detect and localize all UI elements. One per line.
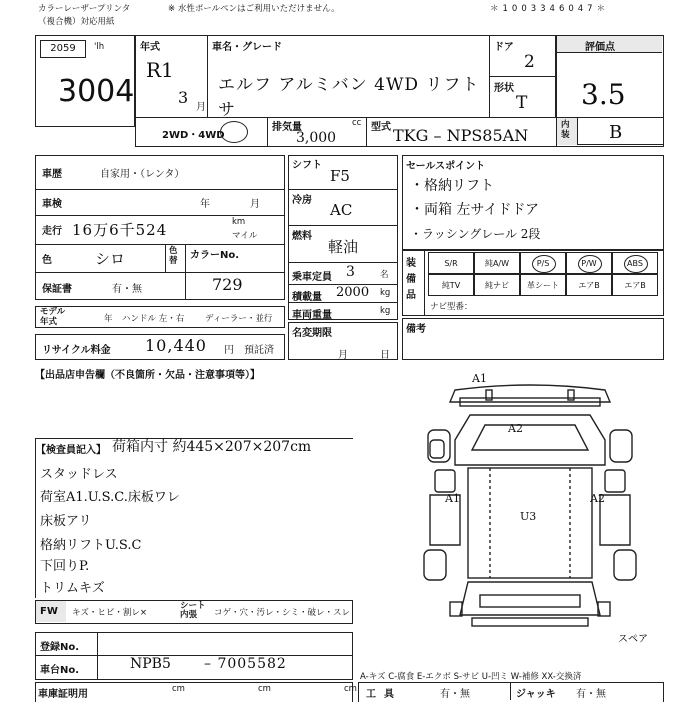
model-value: エルフ アルミバン 4WD リフトサ: [218, 75, 480, 120]
year-month: 3: [178, 88, 189, 107]
capacity-value: 3: [346, 264, 355, 280]
repaint-label: 色替: [169, 246, 178, 266]
mark-body: U3: [520, 510, 537, 523]
type-value: TKG – NPS85AN: [393, 126, 529, 145]
front-outline: [460, 582, 600, 615]
displacement-value: 3,000: [296, 130, 337, 146]
seller-notes-label: 【出品店申告欄（不良箇所・欠品・注意事項等）】: [35, 370, 260, 381]
equipment-circle-mark: [532, 255, 556, 273]
cert-cm-2: cm: [258, 684, 271, 694]
equipment-cell: ABS: [612, 252, 658, 274]
recycle-value: 10,440: [145, 336, 207, 355]
registration-row: [35, 632, 353, 656]
recycle-suffix: 預託済: [244, 345, 274, 356]
warranty-value: 有・無: [112, 284, 142, 295]
model-year-label: モデル年式: [40, 307, 66, 327]
fuel-value: 軽油: [328, 238, 359, 256]
month-unit: 月: [196, 102, 206, 113]
registration-label: 登録No.: [40, 642, 80, 653]
sales-point-3: ・ラッシングレール 2段: [410, 227, 541, 241]
spare-label: スペア: [618, 634, 648, 645]
cert-cm-1: cm: [172, 684, 185, 694]
tools-value: 有・無: [440, 689, 470, 700]
inspector-line-4: 床板アリ: [40, 514, 92, 529]
history-value: 自家用・（レンタ）: [100, 169, 185, 180]
name-change-day: 日: [380, 350, 390, 361]
serial-number: ＊1003346047＊: [490, 4, 610, 14]
year-era: R1: [146, 58, 174, 82]
handle-options: ハンドル 左・右: [122, 314, 185, 324]
equipment-label: 装備品: [406, 258, 416, 301]
lot-small-suffix: 'lh: [94, 42, 105, 52]
inspector-label: 【検査員記入】: [36, 445, 106, 456]
mileage-value: 16万6千524: [72, 221, 168, 239]
printer-note: カラーレーザープリンタ: [38, 4, 131, 14]
color-no-label: カラーNo.: [190, 250, 240, 261]
weight-label: 車両重量: [292, 310, 332, 321]
score-label: 評価点: [585, 42, 615, 53]
model-label: 車名・グレード: [212, 42, 282, 53]
equipment-cell: 純ナビ: [474, 274, 520, 296]
sales-point-2: ・両箱 左サイドドア: [410, 202, 540, 218]
interior-value: B: [609, 122, 623, 143]
mileage-label: 走行: [42, 226, 62, 237]
mileage-unit-km: km: [232, 217, 246, 227]
mark-right: A2: [590, 492, 605, 505]
mileage-unit-mile: マイル: [232, 231, 258, 241]
shape-label: 形状: [494, 83, 514, 94]
pen-warning: ※ 水性ボールペンはご利用いただけません。: [168, 4, 340, 14]
sales-point-1: ・格納リフト: [410, 178, 494, 194]
jack-value: 有・無: [576, 689, 606, 700]
type-label: 型式: [371, 122, 391, 133]
equipment-cell: エアB: [566, 274, 612, 296]
mark-left: A1: [445, 492, 460, 505]
inspector-line-2: スタッドレス: [40, 467, 118, 482]
fw-label: FW: [40, 606, 58, 617]
lot-small-id: 2059: [40, 40, 86, 58]
vehicle-damage-diagram: [400, 370, 665, 645]
equipment-cell: P/S: [520, 252, 566, 274]
shape-value: T: [516, 93, 528, 113]
load-value: 2000: [336, 285, 370, 300]
drive-4wd-circle: [220, 121, 248, 143]
damage-legend: A-キズ C-腐食 E-エクボ S-サビ U-凹ミ W-補修 XX-交換済: [360, 672, 582, 682]
inspection-year: 年: [200, 199, 210, 210]
equipment-cell: エアB: [612, 274, 658, 296]
cert-cm-3: cm: [344, 684, 357, 694]
wheel-rr: [614, 550, 636, 580]
inspection-month: 月: [250, 199, 260, 210]
equipment-circle-mark: [624, 255, 648, 273]
equipment-cell: S/R: [428, 252, 474, 274]
shift-label: シフト: [292, 160, 322, 171]
fuel-label: 燃料: [292, 231, 312, 242]
equipment-cell: 純TV: [428, 274, 474, 296]
weight-unit: kg: [380, 306, 391, 316]
inspector-line-7: トリムキズ: [40, 581, 105, 596]
capacity-unit: 名: [380, 270, 389, 280]
year-label: 年式: [140, 42, 160, 53]
recycle-label: リサイクル料金: [42, 345, 111, 356]
warranty-label: 保証書: [42, 284, 72, 295]
interior-label: 内装: [561, 120, 570, 140]
door-label: ドア: [494, 42, 514, 53]
shift-value: F5: [330, 167, 350, 185]
tools-row: [358, 682, 664, 702]
lot-box: [35, 35, 135, 127]
displacement-box: [267, 117, 367, 147]
inspector-line-6: 下回りP.: [40, 559, 90, 574]
name-change-month: 月: [338, 350, 348, 361]
form-type: （複合機）対応用紙: [38, 17, 115, 27]
dealer-options: ディーラー・並行: [205, 314, 273, 324]
displacement-label: 排気量: [272, 122, 302, 133]
rear-outline: [450, 385, 610, 402]
inspector-line-5: 格納リフトU.S.C: [40, 538, 142, 553]
model-year-unit: 年: [104, 314, 113, 324]
name-change-label: 名変期限: [292, 328, 332, 339]
sales-points-label: セールスポイント: [406, 161, 486, 172]
equipment-circle-mark: [578, 255, 602, 273]
recycle-unit: 円: [224, 345, 234, 356]
score-value: 3.5: [581, 78, 626, 111]
drive-label: 2WD・4WD: [162, 130, 225, 141]
mark-cab: A2: [508, 422, 523, 435]
history-label: 車歴: [42, 169, 62, 180]
shape-box: [489, 76, 556, 118]
chassis-row: [35, 655, 353, 680]
chassis-number: – 7005582: [204, 656, 287, 672]
load-unit: kg: [380, 288, 391, 298]
model-box: [207, 35, 490, 118]
tools-label: 工具: [366, 689, 402, 700]
color-no-value: 729: [212, 275, 243, 294]
jack-label: ジャッキ: [516, 689, 556, 700]
inspector-line-3: 荷室A1.U.S.C.床板ワレ: [40, 490, 180, 505]
remarks-box: [402, 318, 664, 360]
cert-label: 車庫証明用: [38, 689, 88, 700]
equipment-cell: P/W: [566, 252, 612, 274]
displacement-unit: cc: [352, 118, 362, 128]
capacity-label: 乗車定員: [292, 272, 332, 283]
interior-box: [556, 117, 664, 147]
load-label: 積載量: [292, 292, 322, 303]
mark-rear: A1: [472, 372, 487, 385]
remarks-label: 備考: [406, 324, 426, 335]
wheel-rl: [424, 550, 446, 580]
equipment-cell: 純A/W: [474, 252, 520, 274]
fw-items: キズ・ヒビ・割レ×: [72, 608, 147, 618]
navi-model-label: ナビ型番：: [430, 302, 473, 312]
year-box: [135, 35, 208, 118]
door-value: 2: [524, 52, 535, 72]
color-label: 色: [42, 255, 52, 266]
inspector-line-1: 荷箱内寸 約445×207×207cm: [112, 439, 312, 455]
chassis-label: 車台No.: [40, 665, 80, 676]
seat-items: コゲ・穴・汚レ・シミ・破レ・スレ: [214, 608, 351, 618]
aircon-value: AC: [330, 201, 353, 219]
aircon-label: 冷房: [292, 195, 312, 206]
chassis-prefix: NPB5: [130, 656, 171, 672]
equipment-cell: 革シート: [520, 274, 566, 296]
lot-number: 3004: [58, 74, 135, 109]
cargo-body: [468, 468, 592, 578]
type-box: [366, 117, 557, 147]
door-box: [489, 35, 556, 77]
inspection-label: 車検: [42, 199, 62, 210]
seat-label: シート内張: [180, 601, 206, 620]
color-value: シロ: [95, 250, 126, 268]
drive-box: [135, 117, 268, 147]
